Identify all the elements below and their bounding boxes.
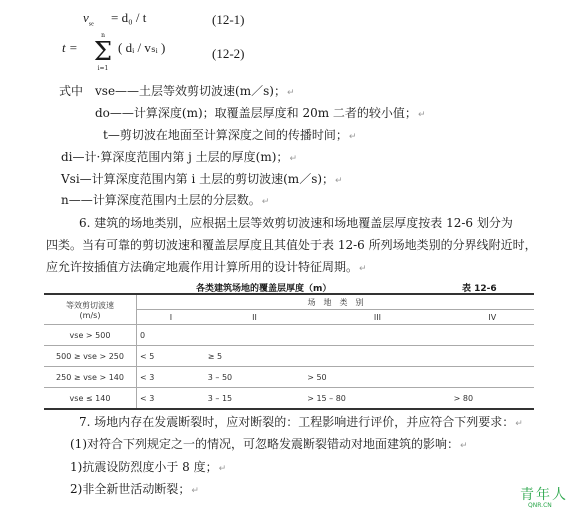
eq2-sigma: Σ [93,37,113,67]
table-number: 表 12-6 [462,284,497,294]
definition-di: di—计·算深度范围内第 j 土层的厚度(m)；↵ [61,150,297,164]
eq1-number: (12-1) [212,12,245,27]
table-row: vse ≤ 140 < 3 3 – 15 > 15 – 80 > 80 [44,388,534,410]
table-title: 各类建筑场地的覆盖层厚度（m） [196,284,332,294]
paragraph-7-line-3: 1)抗震设防烈度小于 8 度；↵ [70,460,227,474]
header-class-2: II [205,310,304,325]
eq2-sub: i=1 [97,65,109,72]
paragraph-6-line-3: 应允许按插值方法确定地震作用计算所用的设计特征周期。↵ [46,260,367,274]
watermark-logo: 青年人 [520,487,568,503]
eq2-number: (12-2) [212,46,245,61]
eq1-lhs: v [83,10,89,25]
header-class-1: I [137,310,205,325]
definition-n: n——计算深度范围内土层的分层数。↵ [61,193,270,207]
paragraph-6-line-1: 6. 建筑的场地类别，应根据土层等效剪切波速和场地覆盖层厚度按表 12-6 划分为 [79,216,513,230]
table-row: vse > 500 0 [44,325,534,346]
paragraph-6-line-2: 四类。当有可靠的剪切波速和覆盖层厚度且其值处于表 12-6 所列场地类别的分界线附近时， [46,238,537,252]
watermark-url: QNR.CN [528,502,552,509]
header-class-4: IV [451,310,534,325]
sigma-block [92,32,114,72]
eq2-sup: n [101,32,105,39]
equation-12-2 [62,40,78,56]
definition-vse: 式中 vse——土层等效剪切波速(m／s)；↵ [59,84,295,98]
site-class-table [44,293,534,410]
table-row: 500 ≥ vse > 250 < 5 ≥ 5 [44,346,534,367]
header-class-3: III [304,310,450,325]
paragraph-7-line-2: (1)对符合下列规定之一的情况，可忽略发震断裂错动对地面建筑的影响：↵ [70,437,468,451]
header-site-class-group: 场 地 类 别 [137,294,535,310]
equation-12-1 [83,10,146,28]
definition-t: t—剪切波在地面至计算深度之间的传播时间；↵ [103,128,357,142]
paragraph-7-line-4: 2)非全新世活动断裂；↵ [70,482,199,496]
eq2-rhs: ( dᵢ / vₛᵢ ) [118,40,166,55]
eq2-lhs: t = [62,40,78,55]
definition-vsi: Vsi—计算深度范围内第 i 土层的剪切波速(m／s)；↵ [61,172,343,186]
eq1-sub: se [88,21,94,28]
table-row: 250 ≥ vse > 140 < 3 3 – 50 > 50 [44,367,534,388]
eq1-rhs: = d₀ / t [111,10,147,25]
definition-d0: do——计算深度(m)；取覆盖层厚度和 20m 二者的较小值；↵ [95,106,426,120]
table-header-row [44,294,534,310]
paragraph-7-line-1: 7. 场地内存在发震断裂时，应对断裂的：工程影响进行评价，并应符合下列要求：↵ [79,415,523,429]
header-velocity: 等效剪切波速 (m/s) [44,294,137,325]
